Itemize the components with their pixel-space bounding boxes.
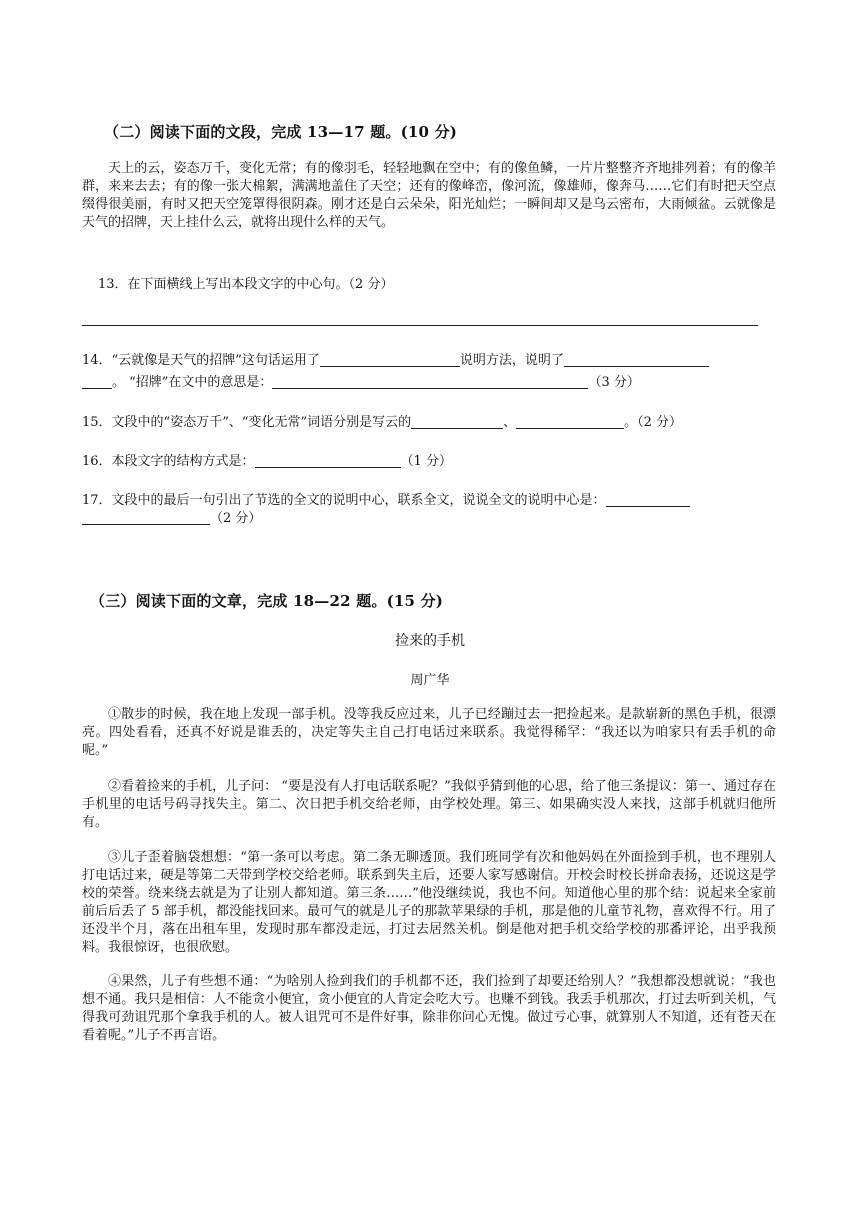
question-17: 17．文段中的最后一句引出了节选的全文的说明中心，联系全文，说说全文的说明中心是：	[82, 492, 778, 510]
article-author: 周广华	[410, 673, 450, 688]
article-paragraph-3: ③儿子歪着脑袋想想：“第一条可以考虑。第二条无聊透顶。我们班同学有次和他妈妈在外面捡到手机，也不理别人打电话过来，硬是等第二天带到学校交给老师。联系到失主后，还要人家写感谢信。开校会时校长拼命表扬，还说这是学校的荣誉。绕来绕去就是为了让别人都知道。第三条……”他没继续说，我也不问。知道他心里的那个结：说起来全家前前后后丢了 5 部手机，都没能找回来。最可气的就是儿子的那款苹果绿的手机，那是他的儿童节礼物，喜欢得不行。用了还没半个月，落在出租车里，发现时那车都没走远，打过去居然关机。倒是他对把手机交给学校的那番评论，出乎我预料。我很惊讶，也很欣慰。	[82, 850, 776, 955]
answer-blank	[82, 510, 210, 525]
answer-blank	[320, 352, 460, 367]
question-14: 14．“云就像是天气的招牌”这句话运用了 说明方法，说明了	[82, 352, 778, 370]
passage-paragraph: 天上的云，姿态万千，变化无常；有的像羽毛，轻轻地飘在空中；有的像鱼鳞，一片片整整齐齐地排列着；有的像羊群，来来去去；有的像一张大棉絮，满满地盖住了天空；还有的像峰峦，像河流，像雄师，像奔马……它们有时把天空点缀得很美丽，有时又把天空笼罩得很阴森。刚才还是白云朵朵，阳光灿烂；一瞬间却又是乌云密布，大雨倾盆。云就像是天气的招牌，天上挂什么云，就将出现什么样的天气。	[82, 161, 776, 230]
question-14-cont: 。 “招牌”在文中的意思是： （3 分）	[82, 374, 778, 392]
question-15: 15．文段中的“姿态万千”、“变化无常”词语分别是写云的 、 。（2 分）	[82, 415, 683, 430]
question-13: 13．在下面横线上写出本段文字的中心句。（2 分）	[98, 277, 394, 292]
answer-blank	[82, 374, 112, 389]
question-16: 16．本段文字的结构方式是： （1 分）	[82, 454, 452, 469]
section-2-heading: （二）阅读下面的文段，完成 13—17 题。(10 分)	[104, 123, 458, 141]
answer-blank	[606, 492, 690, 507]
answer-blank	[516, 414, 624, 429]
answer-blank	[272, 374, 588, 389]
article-paragraph-1: ①散步的时候，我在地上发现一部手机。没等我反应过来，儿子已经蹦过去一把捡起来。是款崭新的黑色手机，很漂亮。四处看看，还真不好说是谁丢的，决定等失主自己打电话过来联系。我觉得稀罕：“我还以为咱家只有丢手机的命呢。”	[82, 707, 776, 758]
article-title: 捡来的手机	[395, 633, 465, 649]
section-3-heading: （三）阅读下面的文章，完成 18—22 题。(15 分)	[90, 592, 444, 610]
answer-line-q13	[82, 325, 758, 326]
article-paragraph-4: ④果然，儿子有些想不通：“为啥别人捡到我们的手机都不还，我们捡到了却要还给别人？”我想都没想就说：“我也想不通。我只是相信：人不能贪小便宜，贪小便宜的人肯定会吃大亏。也赚不到钱。我丢手机那次，打过去听到关机，气得我可劲诅咒那个拿我手机的人。被人诅咒可不是件好事，除非你问心无愧。做过亏心事，就算别人不知道，还有苍天在看着呢。”儿子不再言语。	[82, 974, 776, 1043]
answer-blank	[564, 352, 709, 367]
question-17-cont: （2 分）	[82, 510, 261, 528]
article-paragraph-2: ②看着捡来的手机，儿子问： “要是没有人打电话联系呢？”我似乎猜到他的心思，给了他三条提议：第一、通过存在手机里的电话号码寻找失主。第二、次日把手机交给老师，由学校处理。第三、如果确实没人来找，这部手机就归他所有。	[82, 779, 776, 830]
answer-blank	[411, 414, 503, 429]
answer-blank	[255, 453, 401, 468]
